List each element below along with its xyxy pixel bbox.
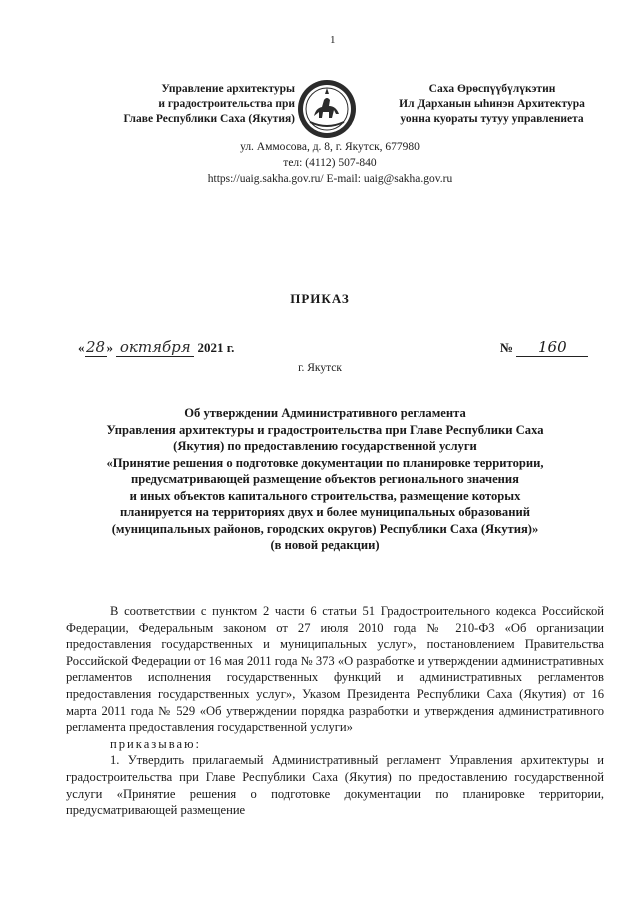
header-left-russian xyxy=(70,82,295,127)
subject-line: Управления архитектуры и градостроительства при Главе Республики Саха xyxy=(106,422,544,437)
address-street: ул. Аммосова, д. 8, г. Якутск, 677980 xyxy=(240,141,420,153)
header-left-line: и градостроительства при xyxy=(158,98,295,110)
header-right-line: Ил Дарханын ыһинэн Архитектура xyxy=(399,98,585,110)
subject-line: предусматривающей размещение объектов регионального значения xyxy=(131,472,519,486)
order-body xyxy=(66,603,604,819)
item-1-paragraph: 1. Утвердить прилагаемый Административный регламент Управления архитектуры и градостроительства при Главе Республики Саха (Якутия) по предоставлению государственной услуги «Принятие решения о подготовке документации по планировке территории, предусматривающей размещение xyxy=(66,753,604,818)
preamble-paragraph: В соответствии с пунктом 2 части 6 статьи 51 Градостроительного кодекса Российской Федерации, Федеральным законом от 27 июля 2010 года № 210-ФЗ «Об организации предоставления государственных и муниципальных услуг», постановлением Правительства Российской Федерации от 16 мая 2011 года № 373 «О разработке и утверждении административных регламентов исполнения государственных функций и административных регламентов предоставления государственных услуг», Указом Президента Республики Саха (Якутия) от 16 марта 2011 года № 529 «Об утверждении порядка разработки и утверждения административного регламента предоставления государственной услуги» xyxy=(66,604,604,735)
header-right-yakut xyxy=(372,82,612,127)
address-phone: тел: (4112) 507-840 xyxy=(283,157,377,169)
header-left-line: Управление архитектуры xyxy=(161,83,295,95)
order-subject xyxy=(60,405,590,554)
date-year: 2021 г. xyxy=(197,340,235,355)
subject-line: «Принятие решения о подготовке документации по планировке территории, xyxy=(106,455,544,470)
number-label: № xyxy=(500,340,514,355)
header-right-line: уонна куораты тутуу управлениета xyxy=(400,113,584,125)
header-left-line: Главе Республики Саха (Якутия) xyxy=(123,113,295,125)
subject-line: (муниципальных районов, городских округов) Республики Саха (Якутия)» xyxy=(111,521,539,536)
date-month: октября xyxy=(116,338,194,357)
subject-line: (в новой редакции) xyxy=(270,538,380,552)
header-right-line: Саха Өрөспүүбүлүкэтин xyxy=(428,83,556,95)
page-number: 1 xyxy=(330,34,336,46)
date-close-quote: » xyxy=(106,340,113,355)
number-value: 160 xyxy=(516,338,588,357)
address-web-email: https://uaig.sakha.gov.ru/ E-mail: uaig@sakha.gov.ru xyxy=(207,173,453,185)
subject-line: планируется на территориях двух и более муниципальных образований xyxy=(119,505,531,519)
document-title: ПРИКАЗ xyxy=(290,291,350,306)
subject-line: и иных объектов капитального строительства, размещение которых xyxy=(129,488,521,503)
date-open-quote: « xyxy=(78,340,85,355)
sakha-emblem-icon xyxy=(296,78,358,140)
order-date xyxy=(78,338,234,357)
subject-line: (Якутия) по предоставлению государственной услуги xyxy=(173,439,477,453)
address-block xyxy=(150,139,510,187)
date-day: 28 xyxy=(85,338,106,356)
order-word: приказываю: xyxy=(110,736,202,751)
city: г. Якутск xyxy=(298,362,342,374)
order-number xyxy=(500,338,588,357)
subject-line: Об утверждении Административного регламента xyxy=(184,406,466,420)
